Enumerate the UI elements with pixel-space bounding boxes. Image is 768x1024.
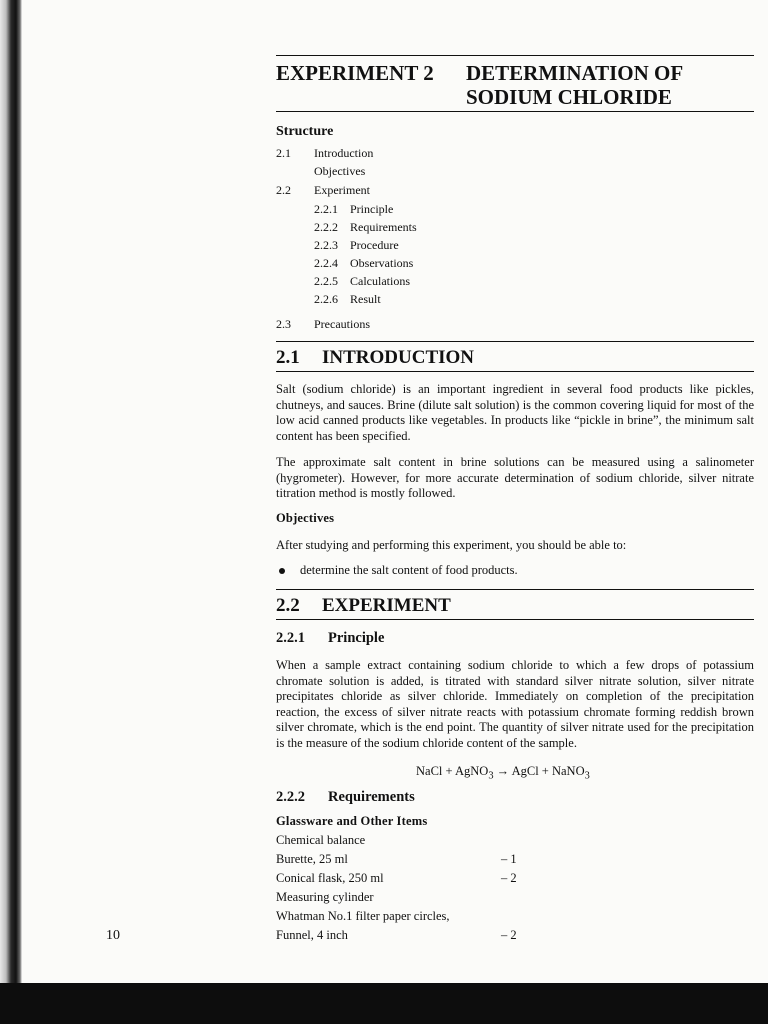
toc-label: Requirements bbox=[350, 220, 417, 234]
toc-label: Precautions bbox=[314, 317, 370, 331]
reaction-equation bbox=[416, 764, 590, 782]
list-item bbox=[276, 852, 348, 867]
section-title: EXPERIMENT bbox=[322, 595, 451, 616]
toc-number: 2.2 bbox=[276, 183, 291, 197]
subsection-number: 2.2.2 bbox=[276, 789, 305, 805]
section-rule bbox=[276, 589, 754, 590]
equation-subscript: 3 bbox=[584, 770, 590, 782]
equation-reactants: NaCl + AgNO bbox=[416, 764, 489, 778]
glassware-heading: Glassware and Other Items bbox=[276, 814, 428, 828]
item-quantity: – 2 bbox=[501, 871, 517, 885]
list-item bbox=[276, 890, 374, 905]
toc-label: Procedure bbox=[350, 238, 399, 252]
bullet-icon bbox=[279, 568, 285, 574]
section-rule bbox=[276, 371, 754, 372]
experiment-title-line1: DETERMINATION OF bbox=[466, 61, 684, 85]
item-quantity: – 2 bbox=[501, 928, 517, 942]
principle-paragraph: When a sample extract containing sodium chloride to which a few drops of potassium chromate solution is added, is titrated with standard silver nitrate solution, silver nitrate precipitates chloride as silver chloride. Immediately on completion of the precipitation reaction, the excess of silver nitrate reacts with potassium chromate forming reddish brown silver chromate, which is the end point. The quantity of silver nitrate used for the precipitation is the measure of the sodium chloride content of the sample. bbox=[276, 658, 754, 750]
title-bottom-rule bbox=[276, 111, 754, 112]
toc-number: 2.2.3 bbox=[314, 238, 338, 252]
section-rule bbox=[276, 619, 754, 620]
toc-number: 2.2.2 bbox=[314, 220, 338, 234]
intro-paragraph-1: Salt (sodium chloride) is an important ingredient in several food products like pickles, chutneys, and sauces. Brine (dilute salt solution) is the common covering liquid for most of the low acid canned products like vegetables. In products like “pickle in brine”, the minimum salt content has been specified. bbox=[276, 382, 754, 443]
section-rule bbox=[276, 341, 754, 342]
toc-number: 2.1 bbox=[276, 146, 291, 160]
section-number: 2.2 bbox=[276, 595, 300, 616]
subsection-heading-requirements bbox=[276, 789, 415, 806]
objectives-heading: Objectives bbox=[276, 511, 335, 525]
list-item bbox=[276, 833, 365, 848]
equation-subscript: 3 bbox=[488, 770, 494, 782]
toc-number: 2.2.4 bbox=[314, 256, 338, 270]
toc-label: Calculations bbox=[350, 274, 410, 288]
toc-label: Principle bbox=[350, 202, 394, 216]
section-number: 2.1 bbox=[276, 347, 300, 368]
toc-number: 2.2.6 bbox=[314, 292, 338, 306]
scan-binding-shadow bbox=[0, 0, 22, 985]
item-name: Chemical balance bbox=[276, 833, 366, 847]
experiment-label: EXPERIMENT 2 bbox=[276, 61, 434, 85]
experiment-title-line2: SODIUM CHLORIDE bbox=[466, 85, 672, 109]
page-number: 10 bbox=[106, 928, 120, 943]
toc-label: Experiment bbox=[314, 183, 370, 197]
equation-products: AgCl + NaNO bbox=[511, 764, 585, 778]
list-item bbox=[276, 871, 384, 886]
objectives-intro: After studying and performing this experiment, you should be able to: bbox=[276, 538, 627, 552]
item-name: Whatman No.1 filter paper circles, bbox=[276, 909, 450, 923]
subsection-title: Requirements bbox=[328, 789, 415, 805]
list-item bbox=[276, 928, 348, 943]
item-quantity: – 1 bbox=[501, 852, 517, 866]
item-name: Measuring cylinder bbox=[276, 890, 374, 904]
intro-paragraph-2: The approximate salt content in brine solutions can be measured using a salinometer (hygrometer). However, for more accurate determination of sodium chloride, silver nitrate titration method is mostly followed. bbox=[276, 455, 754, 501]
toc-label: Observations bbox=[350, 256, 414, 270]
item-name: Burette, 25 ml bbox=[276, 852, 348, 866]
subsection-title: Principle bbox=[328, 630, 385, 646]
toc-number: 2.2.5 bbox=[314, 274, 338, 288]
toc-number: 2.3 bbox=[276, 317, 291, 331]
toc-label: Objectives bbox=[314, 164, 366, 178]
scan-bottom-border bbox=[0, 983, 768, 1024]
list-item bbox=[276, 909, 450, 924]
title-top-rule bbox=[276, 55, 754, 56]
structure-heading: Structure bbox=[276, 124, 334, 139]
section-heading-introduction bbox=[276, 347, 474, 369]
subsection-number: 2.2.1 bbox=[276, 630, 305, 646]
section-title: INTRODUCTION bbox=[322, 347, 475, 368]
equation-arrow: → bbox=[493, 764, 512, 778]
objective-text: determine the salt content of food products. bbox=[300, 563, 518, 577]
item-name: Funnel, 4 inch bbox=[276, 928, 348, 942]
section-heading-experiment bbox=[276, 595, 451, 617]
subsection-heading-principle bbox=[276, 630, 384, 647]
toc-label: Result bbox=[350, 292, 381, 306]
toc-number: 2.2.1 bbox=[314, 202, 338, 216]
toc-label: Introduction bbox=[314, 146, 374, 160]
item-name: Conical flask, 250 ml bbox=[276, 871, 384, 885]
